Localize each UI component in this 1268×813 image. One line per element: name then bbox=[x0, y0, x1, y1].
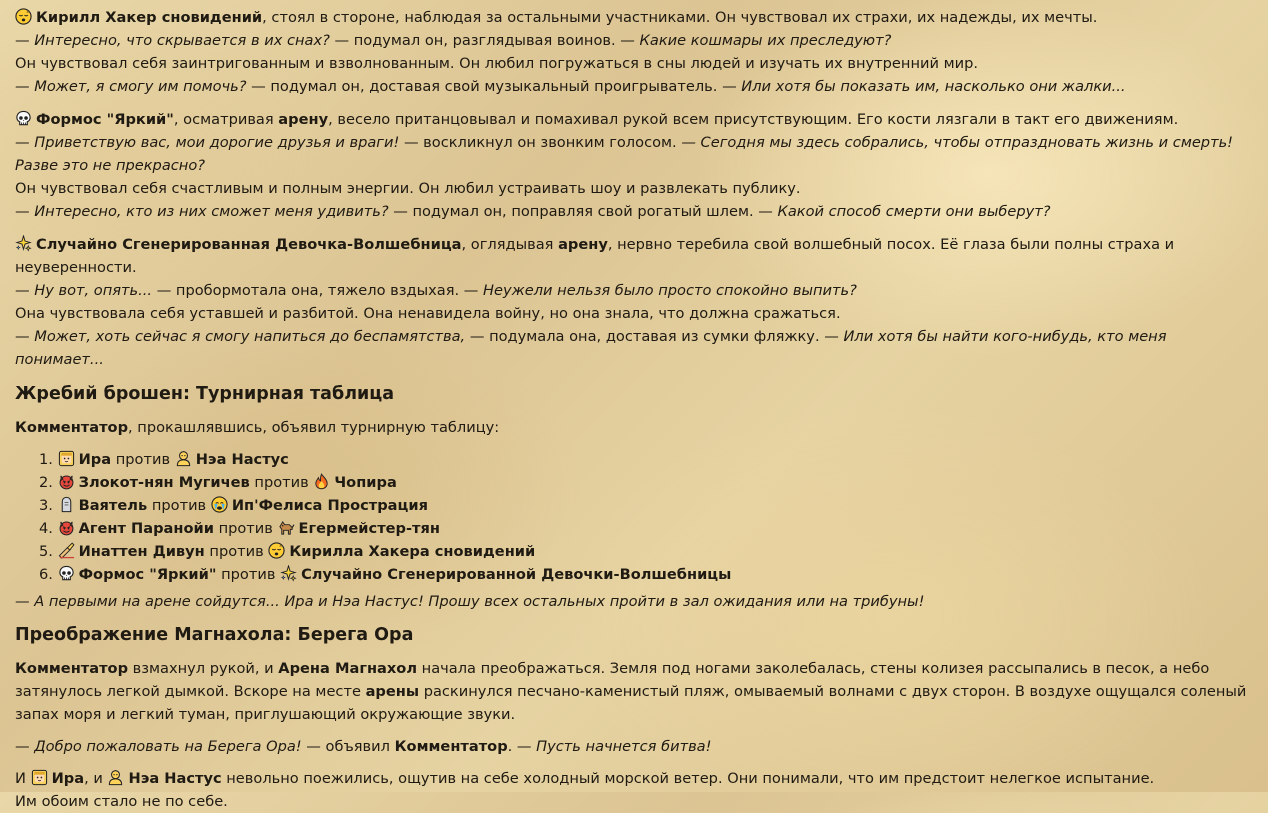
fighter-name: Нэа Настус bbox=[128, 770, 222, 787]
fighter-b: Нэа Настус bbox=[195, 451, 289, 468]
woman-blonde-icon bbox=[58, 450, 75, 467]
fighter-a: Инаттен Дивун bbox=[78, 543, 205, 560]
quote-text: — А первыми на арене сойдутся... Ира и Нэа Настус! Прошу всех остальных пройти в зал ожидания или на трибуны! bbox=[15, 593, 925, 610]
woman-blonde-icon bbox=[31, 769, 48, 786]
narration-text: , весело пританцовывал и помахивал рукой всем присутствующим. Его кости лязгали в такт его движениям. bbox=[328, 111, 1179, 128]
character-nickname: "Яркий" bbox=[106, 111, 174, 128]
feeling-line: Он чувствовал себя заинтригованным и взволнованным. Он любил погружаться в сны людей и изучать их внутренний мир. bbox=[15, 55, 978, 72]
character-block-magical-girl bbox=[15, 233, 1258, 371]
quote-text: — Неужели нельзя было просто спокойно выпить? bbox=[463, 282, 857, 299]
character-name: Кирилл Хакер сновидений bbox=[36, 9, 263, 26]
arena-name: Арена Магнахол bbox=[278, 660, 418, 677]
versus-text: против bbox=[213, 520, 278, 537]
person-icon bbox=[175, 450, 192, 467]
narration-text: — подумала она, доставая из сумки фляжку. bbox=[465, 328, 825, 345]
quote-line bbox=[15, 29, 1258, 52]
character-block-kirill bbox=[15, 6, 1258, 98]
quote-text: — Сегодня мы здесь собрались, чтобы отпраздновать жизнь и смерть! Разве это не прекрасно? bbox=[15, 134, 1234, 174]
sleepy-face-icon bbox=[268, 542, 285, 559]
quote-text: — Может, хоть сейчас я смогу напиться до беспамятства, bbox=[15, 328, 466, 345]
quote-text: — Ну вот, опять... bbox=[15, 282, 153, 299]
fighter-b: Случайно Сгенерированной Девочки-Волшебницы bbox=[301, 566, 732, 583]
fighter-a: Агент Паранойи bbox=[78, 520, 214, 537]
quote-text: — Интересно, что скрывается в их снах? bbox=[15, 32, 330, 49]
closing-line: Им обоим стало не по себе. bbox=[15, 793, 228, 810]
narration-text: И bbox=[15, 770, 31, 787]
dog-icon bbox=[278, 519, 295, 536]
transformation-paragraph bbox=[15, 657, 1258, 726]
match-number: 1. bbox=[39, 451, 53, 468]
match-number: 3. bbox=[39, 497, 53, 514]
intro-line bbox=[15, 108, 1258, 131]
quote-text: — Или хотя бы найти кого-нибудь, кто меня понимает... bbox=[15, 328, 1167, 368]
fighter-b: Ип'Фелиса Прострация bbox=[231, 497, 428, 514]
quote-text: — Или хотя бы показать им, насколько они жалки... bbox=[722, 78, 1126, 95]
quote-text: — Какой способ смерти они выберут? bbox=[758, 203, 1051, 220]
bracket-match bbox=[39, 471, 1258, 494]
narration-text: , нервно теребила свой волшебный посох. Её глаза были полны страха и неуверенности. bbox=[15, 236, 1175, 276]
quote-line bbox=[15, 279, 1258, 302]
fighter-name: Ира bbox=[51, 770, 85, 787]
intro-line bbox=[15, 233, 1258, 279]
fighter-a: Злокот-нян Мугичев bbox=[78, 474, 250, 491]
skull-icon bbox=[58, 565, 75, 582]
quote-text: — Добро пожаловать на Берега Ора! bbox=[15, 738, 302, 755]
sparkles-icon bbox=[15, 235, 32, 252]
feeling-line: Он чувствовал себя счастливым и полным энергии. Он любил устраивать шоу и развлекать публику. bbox=[15, 180, 801, 197]
quote-line bbox=[15, 200, 1258, 223]
narration-text: , оглядывая bbox=[461, 236, 559, 253]
match-number: 2. bbox=[39, 474, 53, 491]
sparkles-icon bbox=[280, 565, 297, 582]
match-number: 6. bbox=[39, 566, 53, 583]
first-match-announcement bbox=[15, 590, 1258, 613]
sleepy-face-icon bbox=[15, 8, 32, 25]
narration-text: , стоял в стороне, наблюдая за остальными участниками. Он чувствовал их страхи, их надежды, их мечты. bbox=[262, 9, 1098, 26]
match-number: 4. bbox=[39, 520, 53, 537]
versus-text: против bbox=[204, 543, 269, 560]
narration-text: раскинулся песчано-каменистый пляж, омываемый волнами с двух сторон. В воздухе ощущался соленый запах моря и легкий туман, приглушающий окружающие звуки. bbox=[15, 683, 1247, 723]
fighter-b: Кирилла Хакера сновидений bbox=[289, 543, 536, 560]
bracket-list bbox=[15, 448, 1258, 586]
narration-text: — объявил bbox=[301, 738, 395, 755]
character-name: Случайно Сгенерированная Девочка-Волшебница bbox=[36, 236, 462, 253]
quote-line bbox=[15, 131, 1258, 177]
quote-text: — Может, я смогу им помочь? bbox=[15, 78, 247, 95]
narration-text: невольно поежились, ощутив на себе холодный морской ветер. Они понимали, что им предстоит нелегкое испытание. bbox=[221, 770, 1155, 787]
narration-text: , и bbox=[84, 770, 108, 787]
quote-line bbox=[15, 75, 1258, 98]
arena-word: арену bbox=[558, 236, 608, 253]
bracket-match bbox=[39, 448, 1258, 471]
narration-text: — пробормотала она, тяжело вздыхая. bbox=[152, 282, 464, 299]
fighter-a: Ира bbox=[78, 451, 112, 468]
quote-line bbox=[15, 325, 1258, 371]
quote-text: — Интересно, кто из них сможет меня удивить? bbox=[15, 203, 389, 220]
quote-text: — Приветствую вас, мои дорогие друзья и враги! bbox=[15, 134, 400, 151]
fire-icon bbox=[313, 473, 330, 490]
bracket-match bbox=[39, 494, 1258, 517]
bracket-match bbox=[39, 517, 1258, 540]
fighters-paragraph bbox=[15, 767, 1258, 790]
devil-face-icon bbox=[58, 473, 75, 490]
character-block-formos bbox=[15, 108, 1258, 223]
narration-text: , осматривая bbox=[173, 111, 279, 128]
fighter-a: Формос bbox=[78, 566, 150, 583]
narration-text: , прокашлявшись, объявил турнирную таблицу: bbox=[128, 419, 500, 436]
narration-text: — подумал он, доставая свой музыкальный проигрыватель. bbox=[246, 78, 723, 95]
fighter-a-nickname: "Яркий" bbox=[149, 566, 217, 583]
versus-text: против bbox=[111, 451, 175, 468]
narration-text: . bbox=[507, 738, 517, 755]
narration-text: начала преображаться. Земля под ногами заколебалась, стены колизея рассыпались в песок, а небо затянулось легкой дымкой. Вскоре на месте bbox=[15, 660, 1210, 700]
commentator-name: Комментатор bbox=[15, 660, 129, 677]
section-heading-bracket: Жребий брошен: Турнирная таблица bbox=[15, 384, 395, 404]
fighter-b: Чопира bbox=[334, 474, 397, 491]
quote-text: — Пусть начнется битва! bbox=[516, 738, 712, 755]
versus-text: против bbox=[147, 497, 211, 514]
quote-text: — Какие кошмары их преследуют? bbox=[620, 32, 892, 49]
character-name: Формос bbox=[36, 111, 107, 128]
narration-text: — подумал он, разглядывая воинов. bbox=[329, 32, 621, 49]
narration-text: взмахнул рукой, и bbox=[128, 660, 279, 677]
versus-text: против bbox=[216, 566, 281, 583]
arena-word: арены bbox=[365, 683, 420, 700]
crying-face-icon bbox=[211, 496, 228, 513]
writing-hand-icon bbox=[58, 542, 75, 559]
versus-text: против bbox=[249, 474, 314, 491]
intro-line bbox=[15, 6, 1258, 29]
welcome-quote bbox=[15, 735, 1258, 758]
devil-face-icon bbox=[58, 519, 75, 536]
narration-text: — воскликнул он звонким голосом. bbox=[399, 134, 682, 151]
section-heading-transformation: Преображение Магнахола: Берега Ора bbox=[15, 625, 414, 645]
skull-icon bbox=[15, 110, 32, 127]
bracket-match bbox=[39, 540, 1258, 563]
tombstone-icon bbox=[58, 496, 75, 513]
commentator-name: Комментатор bbox=[394, 738, 508, 755]
arena-word: арену bbox=[278, 111, 329, 128]
narration-text: — подумал он, поправляя свой рогатый шлем. bbox=[388, 203, 759, 220]
commentator-name: Комментатор bbox=[15, 419, 129, 436]
fighter-b: Егермейстер-тян bbox=[298, 520, 440, 537]
match-number: 5. bbox=[39, 543, 53, 560]
fighter-a: Ваятель bbox=[78, 497, 148, 514]
person-icon bbox=[107, 769, 124, 786]
commentator-intro bbox=[15, 416, 1258, 439]
bracket-match bbox=[39, 563, 1258, 586]
feeling-line: Она чувствовала себя уставшей и разбитой. Она ненавидела войну, но она знала, что должна сражаться. bbox=[15, 305, 841, 322]
